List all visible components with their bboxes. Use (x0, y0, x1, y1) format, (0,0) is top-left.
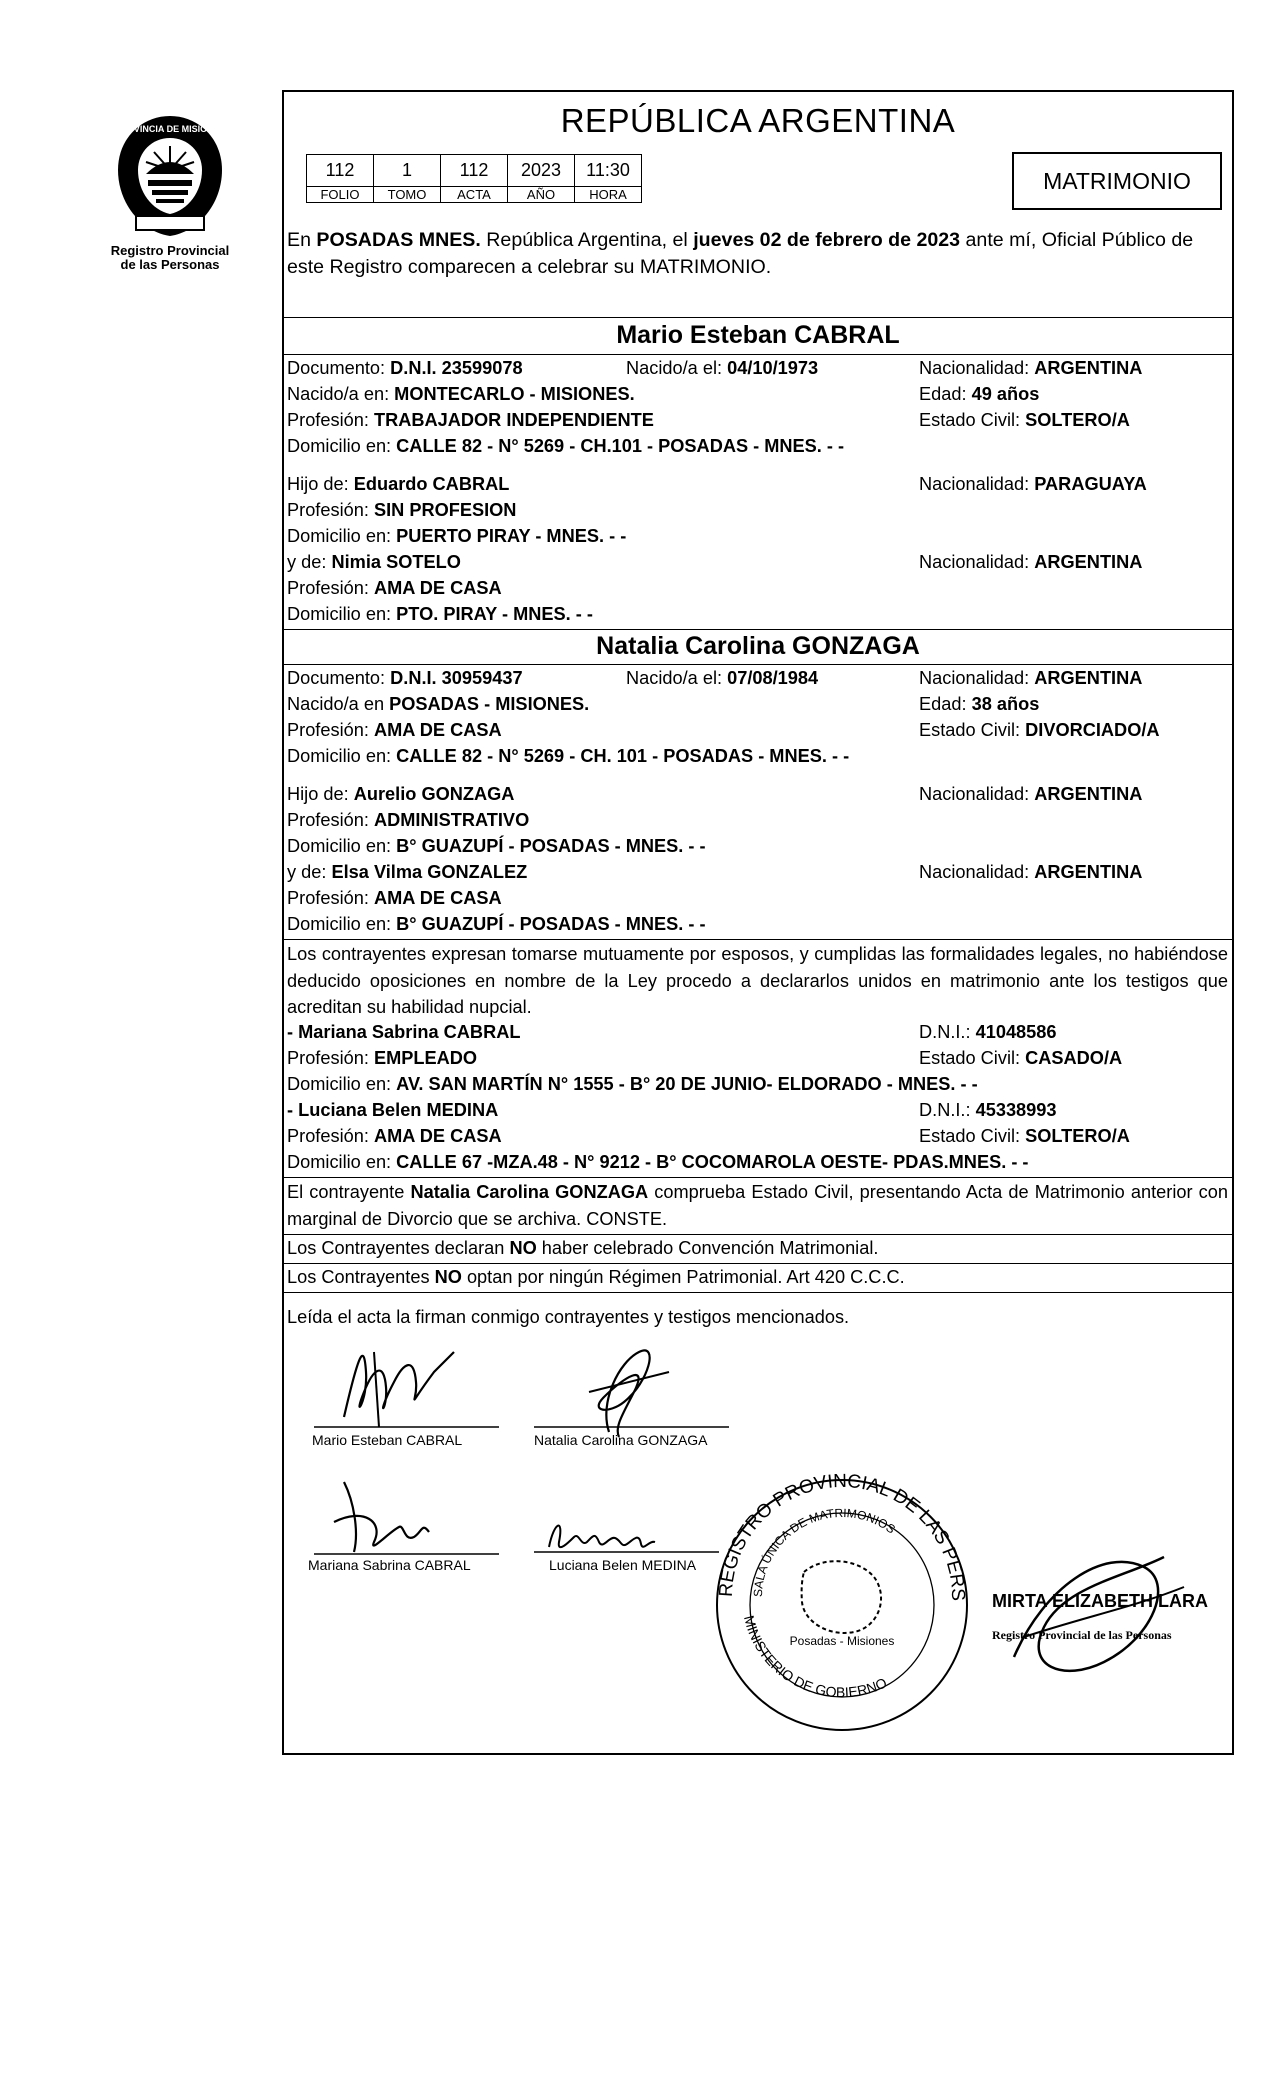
tomo-label: TOMO (374, 187, 441, 203)
spouse2-birth-place: Nacido/a en POSADAS - MISIONES. (287, 694, 590, 714)
closing-text: Leída el acta la firman conmigo contrayentes y testigos mencionados. (287, 1307, 850, 1327)
registry-stamp (676, 1451, 1208, 1747)
spouse1-civil-status: Estado Civil: SOLTERO/A (919, 410, 1130, 430)
logo-caption: Registro Provincial de las Personas (110, 243, 230, 272)
divider (284, 1177, 1232, 1178)
spouse1-age: Edad: 49 años (919, 384, 1040, 404)
svg-text:PROVINCIA DE MISIONES: PROVINCIA DE MISIONES (114, 124, 226, 134)
spouse2-name: Natalia Carolina GONZAGA (596, 632, 920, 660)
spouse1-nationality: Nacionalidad: ARGENTINA (919, 358, 1143, 378)
witness1-civil-status: Estado Civil: CASADO/A (919, 1048, 1123, 1068)
divider (284, 939, 1232, 940)
divider (284, 1292, 1232, 1293)
spouse1-mother: y de: Nimia SOTELO (287, 552, 461, 572)
spouse1-address: Domicilio en: CALLE 82 - N° 5269 - CH.101 - POSADAS - MNES. - - (287, 436, 845, 456)
divorce-note: El contrayente Natalia Carolina GONZAGA comprueba Estado Civil, presentando Acta de Matrimonio anterior con marginal de Divorcio que se archiva. CONSTE. (287, 1182, 1228, 1229)
tomo-value: 1 (374, 155, 441, 187)
witness1-profession: Profesión: EMPLEADO (287, 1048, 478, 1068)
spouse2-age: Edad: 38 años (919, 694, 1040, 714)
province-seal-icon (110, 112, 230, 240)
spouse2-mother: y de: Elsa Vilma GONZALEZ (287, 862, 528, 882)
signature-label-luciana: Luciana Belen MEDINA (549, 1557, 697, 1573)
spouse1-name: Mario Esteban CABRAL (616, 321, 900, 349)
divider (284, 1234, 1232, 1235)
spouse2-profession: Profesión: AMA DE CASA (287, 720, 502, 740)
witness1-address: Domicilio en: AV. SAN MARTÍN N° 1555 - B° 20 DE JUNIO- ELDORADO - MNES. - - (287, 1074, 978, 1094)
signature-label-mario: Mario Esteban CABRAL (312, 1432, 463, 1448)
folio-value: 112 (307, 155, 374, 187)
spouse2-civil-status: Estado Civil: DIVORCIADO/A (919, 720, 1160, 740)
spouse2-father-profession: Profesión: ADMINISTRATIVO (287, 810, 530, 830)
regime-note: Los Contrayentes NO optan por ningún Régimen Patrimonial. Art 420 C.C.C. (287, 1267, 905, 1287)
spouse1-father: Hijo de: Eduardo CABRAL (287, 474, 510, 494)
witness1-name: - Mariana Sabrina CABRAL (287, 1022, 521, 1042)
witness1-dni: D.N.I.: 41048586 (919, 1022, 1057, 1042)
witness2-dni: D.N.I.: 45338993 (919, 1100, 1057, 1120)
spouse1-father-profession: Profesión: SIN PROFESION (287, 500, 517, 520)
svg-text:SALA ÚNICA DE MATRIMONIOS: SALA ÚNICA DE MATRIMONIOS (750, 1505, 898, 1598)
witness2-address: Domicilio en: CALLE 67 -MZA.48 - N° 9212 - B° COCOMAROLA OESTE- PDAS.MNES. - - (287, 1152, 1029, 1172)
record-numbers-table (306, 154, 642, 203)
page-title: REPÚBLICA ARGENTINA (560, 102, 956, 139)
spouse2-document: Documento: D.N.I. 30959437 (287, 668, 523, 688)
signature-mario (304, 1332, 504, 1432)
svg-text:REGISTRO PROVINCIAL DE LAS PER: REGISTRO PROVINCIAL DE LAS PERSONAS (676, 1451, 969, 1602)
certificate-frame (282, 90, 1234, 1755)
divider (284, 317, 1232, 318)
witness2-civil-status: Estado Civil: SOLTERO/A (919, 1126, 1130, 1146)
spouse2-father-nationality: Nacionalidad: ARGENTINA (919, 784, 1143, 804)
svg-text:MINISTERIO DE GOBIERNO: MINISTERIO DE GOBIERNO (740, 1613, 890, 1701)
spouse2-father-address: Domicilio en: B° GUAZUPÍ - POSADAS - MNES. - - (287, 836, 706, 856)
witness2-profession: Profesión: AMA DE CASA (287, 1126, 502, 1146)
spouse1-father-nationality: Nacionalidad: PARAGUAYA (919, 474, 1147, 494)
signature-label-mariana: Mariana Sabrina CABRAL (308, 1557, 471, 1573)
spouse2-address: Domicilio en: CALLE 82 - N° 5269 - CH. 101 - POSADAS - MNES. - - (287, 746, 850, 766)
spouse2-mother-address: Domicilio en: B° GUAZUPÍ - POSADAS - MNES. - - (287, 914, 706, 934)
spouse1-mother-nationality: Nacionalidad: ARGENTINA (919, 552, 1143, 572)
divider (284, 1263, 1232, 1264)
spouse1-birth-date: Nacido/a el: 04/10/1973 (626, 358, 819, 378)
signature-label-natalia: Natalia Carolina GONZAGA (534, 1432, 708, 1448)
svg-text:Posadas - Misiones: Posadas - Misiones (789, 1634, 895, 1648)
registry-logo (95, 112, 245, 272)
spouse1-birth-place: Nacido/a en: MONTECARLO - MISIONES. (287, 384, 635, 404)
intro-paragraph: En POSADAS MNES. República Argentina, el jueves 02 de febrero de 2023 ante mí, Oficial Público de este Registro comparecen a celebrar su MATRIMONIO. (287, 229, 1194, 278)
signature-natalia (529, 1332, 729, 1442)
spouse1-mother-address: Domicilio en: PTO. PIRAY - MNES. - - (287, 604, 593, 624)
spouse1-mother-profession: Profesión: AMA DE CASA (287, 578, 502, 598)
witness2-name: - Luciana Belen MEDINA (287, 1100, 499, 1120)
divider (284, 354, 1232, 355)
declaration-paragraph: Los contrayentes expresan tomarse mutuamente por esposos, y cumplidas las formalidades legales, no habiéndose deducido oposiciones en nombre de la Ley procedo a declararlos unidos en matrimonio ante los testigos que acreditan su habilidad nupcial. (287, 944, 1228, 1017)
svg-text:MIRTA ELIZABETH LARA: MIRTA ELIZABETH LARA (992, 1591, 1208, 1611)
spouse2-birth-date: Nacido/a el: 07/08/1984 (626, 668, 819, 688)
hour-value: 11:30 (575, 155, 642, 187)
spouse2-mother-profession: Profesión: AMA DE CASA (287, 888, 502, 908)
document-type-box: MATRIMONIO (1012, 152, 1222, 210)
year-label: AÑO (508, 187, 575, 203)
acta-label: ACTA (441, 187, 508, 203)
hour-label: HORA (575, 187, 642, 203)
divider (284, 629, 1232, 630)
convention-note: Los Contrayentes declaran NO haber celebrado Convención Matrimonial. (287, 1238, 879, 1258)
spouse2-nationality: Nacionalidad: ARGENTINA (919, 668, 1143, 688)
spouse2-mother-nationality: Nacionalidad: ARGENTINA (919, 862, 1143, 882)
divider (284, 664, 1232, 665)
svg-text:Registro Provincial de las Per: Registro Provincial de las Personas (992, 1628, 1172, 1642)
year-value: 2023 (508, 155, 575, 187)
spouse2-father: Hijo de: Aurelio GONZAGA (287, 784, 515, 804)
spouse1-profession: Profesión: TRABAJADOR INDEPENDIENTE (287, 410, 654, 430)
folio-label: FOLIO (307, 187, 374, 203)
acta-value: 112 (441, 155, 508, 187)
signature-mariana (304, 1462, 504, 1562)
spouse1-document: Documento: D.N.I. 23599078 (287, 358, 523, 378)
spouse1-father-address: Domicilio en: PUERTO PIRAY - MNES. - - (287, 526, 627, 546)
